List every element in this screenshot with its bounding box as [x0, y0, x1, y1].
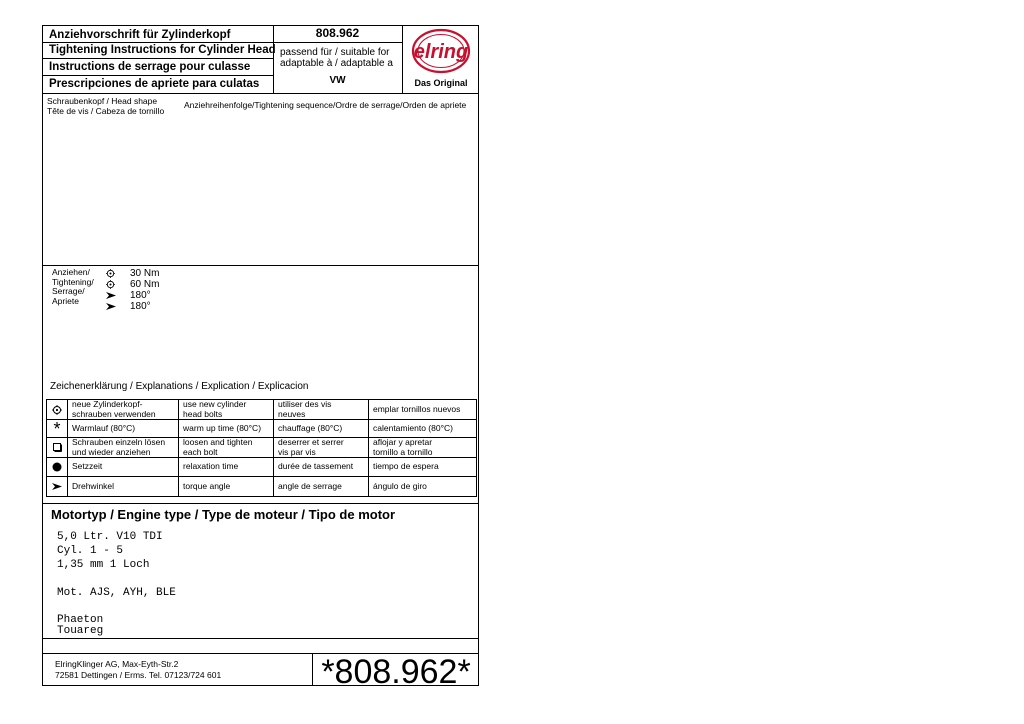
legend-symbol-cell: [47, 400, 68, 420]
elring-logo: [410, 28, 472, 88]
tightening-label-fr: Serrage/: [52, 286, 85, 296]
tightening-step-3: [106, 290, 186, 301]
legend-row: [47, 438, 477, 458]
head-shape-label-2: Tête de vis / Cabeza de tornillo: [47, 106, 165, 116]
legend-es: tiempo de espera: [369, 458, 477, 477]
title-de: Anziehvorschrift für Zylinderkopf: [49, 29, 231, 41]
legend-row: [47, 420, 477, 438]
legend-de: Schrauben einzeln lösen und wieder anziehen: [68, 438, 179, 458]
new-bolt-icon: [52, 405, 62, 415]
title-en: Tightening Instructions for Cylinder Head: [49, 44, 276, 56]
arrow-angle-icon: [52, 483, 62, 490]
engine-line-1: 5,0 Ltr. V10 TDI: [57, 531, 163, 543]
header-divider-2: [402, 25, 403, 93]
step-1-value: 30 Nm: [130, 268, 160, 279]
vehicle-make: VW: [329, 75, 346, 86]
legend-fr: durée de tassement: [274, 458, 369, 477]
model-1: Phaeton: [57, 614, 104, 626]
legend-en: loosen and tighten each bolt: [179, 438, 274, 458]
title-es: Prescripciones de apriete para culatas: [49, 78, 260, 90]
head-shape-label-1: Schraubenkopf / Head shape: [47, 96, 158, 106]
legend-es: ángulo de giro: [369, 477, 477, 497]
engine-codes: Mot. AJS, AYH, BLE: [57, 587, 176, 599]
legend-es: emplar tornillos nuevos: [369, 400, 477, 420]
step-3-value: 180°: [130, 290, 151, 301]
tightening-label-en: Tightening/: [52, 276, 94, 287]
logo-tagline: Das Original: [414, 78, 468, 88]
tightening-steps: [106, 268, 186, 312]
legend-de: Warmlauf (80°C): [68, 420, 179, 438]
square-icon: [53, 443, 62, 452]
arrow-angle-icon: [106, 292, 116, 299]
legend-fr: angle de serrage: [274, 477, 369, 497]
title-row-line-3: [42, 75, 273, 76]
engine-bottom-line: [42, 638, 479, 639]
new-bolt-icon: [106, 269, 115, 278]
legend-row: [47, 458, 477, 477]
title-fr: Instructions de serrage pour culasse: [49, 61, 251, 73]
suitable-line-1: passend für / suitable for: [280, 47, 390, 58]
engine-line-2: Cyl. 1 - 5: [57, 545, 124, 557]
legend-en: use new cylinder head bolts: [179, 400, 274, 420]
tightening-label-de: Anziehen/: [52, 267, 90, 277]
step-2-value: 60 Nm: [130, 279, 160, 290]
tightening-label-es: Apriete: [52, 295, 79, 306]
legend-en: warm up time (80°C): [179, 420, 274, 438]
arrow-angle-icon: [106, 303, 116, 310]
header-bottom-line: [42, 93, 479, 94]
legend-de: Setzzeit: [68, 458, 179, 477]
legend-bottom-line: [42, 503, 479, 504]
legend-en: torque angle: [179, 477, 274, 497]
tightening-step-4: [106, 301, 186, 312]
model-2: Touareg: [57, 625, 104, 637]
legend-symbol-cell: [47, 477, 68, 497]
barcode-text: *808.962*: [321, 653, 471, 686]
legend-fr: deserrer et serrer vis par vis: [274, 438, 369, 458]
legend-en: relaxation time: [179, 458, 274, 477]
dot-icon: [52, 462, 62, 472]
engine-heading: Motortyp / Engine type / Type de moteur / Tipo de motor: [51, 507, 396, 522]
part-number-line: [273, 42, 402, 43]
company-line-1: ElringKlinger AG, Max-Eyth-Str.2: [55, 659, 179, 669]
legend-fr: utiliser des vis neuves: [274, 400, 369, 420]
company-line-2: 72581 Dettingen / Erms. Tel. 07123/724 601: [55, 670, 222, 680]
svg-text:elring: elring: [413, 41, 469, 63]
legend-es: aflojar y apretar tornillo a tornillo: [369, 438, 477, 458]
legend-table: [46, 399, 477, 497]
legend-row: [47, 477, 477, 497]
legend-symbol-cell: [47, 458, 68, 477]
new-bolt-icon: [106, 280, 115, 289]
step-4-value: 180°: [130, 301, 151, 312]
title-row-line-2: [42, 58, 273, 59]
legend-symbol-cell: [47, 420, 68, 438]
sequence-label: Anziehreihenfolge/Tightening sequence/Ordre de serrage/Orden de apriete: [184, 100, 467, 110]
legend-es: calentamiento (80°C): [369, 420, 477, 438]
legend-symbol-cell: [47, 438, 68, 458]
engine-line-3: 1,35 mm 1 Loch: [57, 559, 150, 571]
legend-row: [47, 400, 477, 420]
legend-fr: chauffage (80°C): [274, 420, 369, 438]
legend-de: Drehwinkel: [68, 477, 179, 497]
tightening-label: [52, 268, 94, 306]
sequence-bottom-line: [42, 265, 479, 266]
elring-logo-mark: [410, 28, 472, 76]
suitable-line-2: adaptable à / adaptable a: [280, 58, 393, 69]
tightening-step-2: [106, 279, 186, 290]
legend-title: Zeichenerklärung / Explanations / Explication / Explicacion: [50, 381, 309, 392]
tightening-step-1: [106, 268, 186, 279]
legend-de: neue Zylinderkopf- schrauben verwenden: [68, 400, 179, 420]
title-row-line-1: [42, 42, 273, 43]
part-number: 808.962: [315, 26, 360, 40]
asterisk-icon: *: [53, 418, 61, 439]
